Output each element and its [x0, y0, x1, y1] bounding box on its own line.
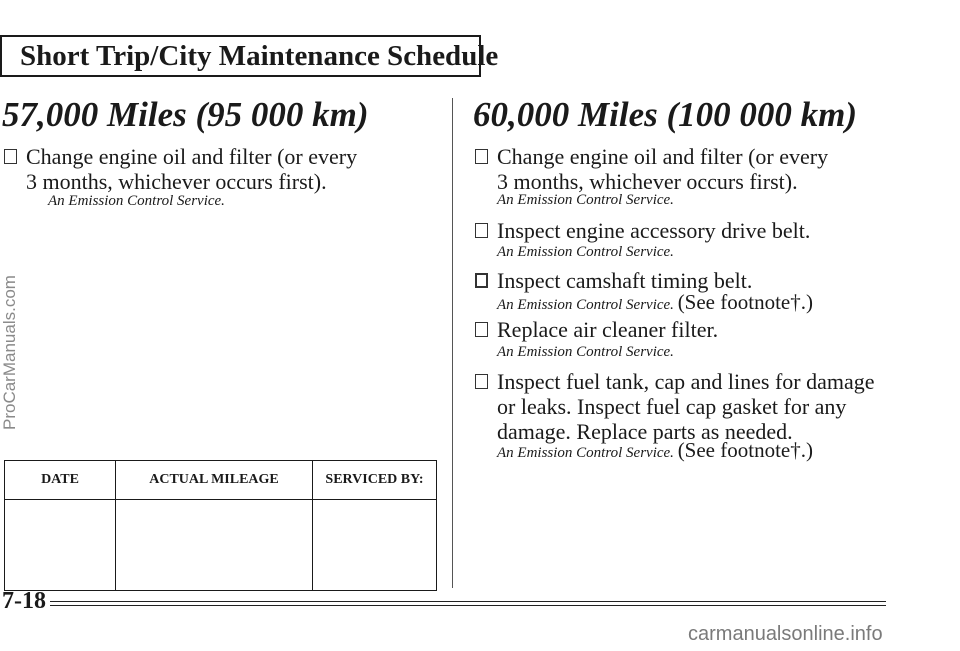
- left-column-heading: 57,000 Miles (95 000 km): [2, 95, 369, 134]
- emission-note: An Emission Control Service.: [497, 344, 674, 360]
- right-item-oil-change: [475, 144, 828, 194]
- item-line: Change engine oil and filter (or every: [26, 144, 358, 169]
- emission-note: An Emission Control Service.: [497, 244, 674, 260]
- footnote-reference: (See footnote†.): [677, 438, 813, 462]
- item-line: or leaks. Inspect fuel cap gasket for any: [497, 394, 847, 419]
- footnote-reference: (See footnote†.): [677, 290, 813, 314]
- side-watermark: ProCarManuals.com: [0, 275, 19, 430]
- checkbox-icon[interactable]: [475, 223, 488, 238]
- checkbox-icon[interactable]: [475, 273, 488, 288]
- item-line: 3 months, whichever occurs first).: [497, 169, 798, 194]
- item-line: 3 months, whichever occurs first).: [26, 169, 327, 194]
- item-line: Inspect camshaft timing belt.: [497, 268, 753, 293]
- table-row: [5, 500, 437, 591]
- right-item-air-filter: [475, 317, 718, 342]
- table-header-date: DATE: [5, 461, 116, 500]
- table-header-mileage: ACTUAL MILEAGE: [116, 461, 313, 500]
- item-line: damage. Replace parts as needed.: [497, 419, 793, 444]
- emission-note-text: An Emission Control Service.: [497, 445, 674, 461]
- emission-note: [497, 290, 813, 315]
- item-line: Inspect engine accessory drive belt.: [497, 218, 811, 243]
- date-cell[interactable]: [5, 500, 116, 591]
- service-record-table: [4, 460, 437, 591]
- checkbox-icon[interactable]: [475, 149, 488, 164]
- right-item-fuel-tank: [475, 369, 875, 444]
- mileage-cell[interactable]: [116, 500, 313, 591]
- item-line: Inspect fuel tank, cap and lines for damage: [497, 369, 875, 394]
- table-header-serviced-by: SERVICED BY:: [313, 461, 437, 500]
- table-header-row: [5, 461, 437, 500]
- bottom-watermark: carmanualsonline.info: [688, 623, 883, 645]
- item-line: Change engine oil and filter (or every: [497, 144, 829, 169]
- emission-note: An Emission Control Service.: [48, 193, 225, 209]
- serviced-by-cell[interactable]: [313, 500, 437, 591]
- checkbox-icon[interactable]: [4, 149, 17, 164]
- column-divider: [452, 98, 453, 588]
- page-number: 7-18: [2, 588, 46, 614]
- checkbox-icon[interactable]: [475, 374, 488, 389]
- footer-rule: [50, 601, 886, 602]
- left-item-oil-change: [4, 144, 357, 194]
- emission-note: An Emission Control Service.: [497, 192, 674, 208]
- checkbox-icon[interactable]: [475, 322, 488, 337]
- emission-note: [497, 438, 813, 463]
- emission-note-text: An Emission Control Service.: [497, 297, 674, 313]
- footer-rule: [50, 605, 886, 606]
- right-item-drive-belt: [475, 218, 810, 243]
- right-column-heading: 60,000 Miles (100 000 km): [473, 95, 858, 134]
- item-line: Replace air cleaner filter.: [497, 317, 719, 342]
- section-title: Short Trip/City Maintenance Schedule: [0, 35, 481, 77]
